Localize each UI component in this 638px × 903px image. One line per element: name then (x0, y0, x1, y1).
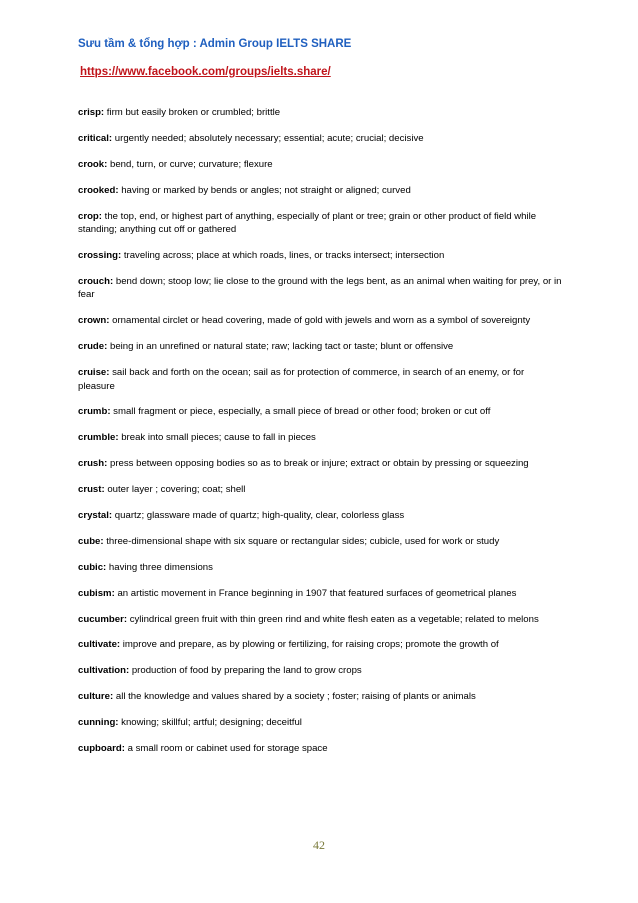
glossary-entry (78, 613, 563, 627)
entry-definition: knowing; skillful; artful; designing; deceitful (118, 717, 302, 729)
glossary-entry (78, 106, 563, 120)
entry-definition: being in an unrefined or natural state; raw; lacking tact or taste; blunt or offensive (107, 341, 454, 353)
glossary-entry (78, 535, 563, 549)
glossary-entry (78, 431, 563, 445)
entry-term: crouch: (78, 275, 114, 287)
entry-term: cube: (78, 535, 104, 547)
entry-definition: ornamental circlet or head covering, made of gold with jewels and worn as a symbol of sovereignty (109, 315, 531, 327)
entry-term: cupboard: (78, 742, 125, 754)
entry-term: culture: (78, 691, 114, 703)
entry-definition: sail back and forth on the ocean; sail as for protection of commerce, in search of an enemy, or for pleasure (78, 367, 525, 392)
entry-term: crop: (78, 210, 102, 222)
glossary-list (78, 106, 563, 768)
entry-definition: improve and prepare, as by plowing or fertilizing, for raising crops; promote the growth of (120, 639, 499, 651)
glossary-entry (78, 716, 563, 730)
entry-term: critical: (78, 132, 113, 144)
entry-definition: a small room or cabinet used for storage space (124, 742, 328, 754)
glossary-entry (78, 184, 563, 198)
glossary-entry (78, 638, 563, 652)
glossary-entry (78, 132, 563, 146)
header-title: Sưu tầm & tổng hợp : Admin Group IELTS SHARE (78, 38, 352, 50)
glossary-entry (78, 742, 563, 756)
entry-definition: quartz; glassware made of quartz; high-quality, clear, colorless glass (112, 509, 405, 521)
entry-term: crisp: (78, 107, 105, 118)
entry-definition: traveling across; place at which roads, lines, or tracks intersect; intersection (121, 249, 445, 261)
entry-term: cultivate: (78, 639, 121, 651)
entry-definition: press between opposing bodies so as to break or injure; extract or obtain by pressing or squeezing (107, 458, 529, 470)
glossary-entry (78, 587, 563, 601)
glossary-entry (78, 405, 563, 419)
entry-definition: having or marked by bends or angles; not straight or aligned; curved (118, 184, 411, 196)
entry-term: cunning: (78, 717, 119, 729)
entry-term: crust: (78, 484, 105, 496)
entry-definition: an artistic movement in France beginning in 1907 that featured surfaces of geometrical planes (114, 587, 517, 599)
entry-definition: having three dimensions (106, 561, 213, 573)
entry-definition: small fragment or piece, especially, a small piece of bread or other food; broken or cut off (110, 406, 491, 418)
entry-term: cubic: (78, 561, 107, 573)
glossary-entry (78, 561, 563, 575)
glossary-entry (78, 483, 563, 497)
entry-definition: production of food by preparing the land to grow crops (129, 665, 362, 677)
glossary-entry (78, 690, 563, 704)
entry-term: crossing: (78, 249, 122, 261)
glossary-entry (78, 158, 563, 172)
entry-definition: outer layer ; covering; coat; shell (104, 484, 246, 496)
entry-term: cruise: (78, 367, 110, 379)
entry-term: cultivation: (78, 665, 130, 677)
entry-definition: bend, turn, or curve; curvature; flexure (107, 158, 273, 170)
entry-term: crumb: (78, 406, 111, 418)
glossary-entry (78, 275, 563, 302)
entry-term: crooked: (78, 184, 119, 196)
entry-definition: firm but easily broken or crumbled; brittle (104, 107, 281, 118)
glossary-entry (78, 314, 563, 328)
entry-definition: the top, end, or highest part of anything, especially of plant or tree; grain or other product of field while standing; anything cut off or gathered (78, 210, 537, 236)
entry-term: crook: (78, 158, 108, 170)
entry-term: crystal: (78, 509, 113, 521)
entry-term: crumble: (78, 432, 119, 444)
glossary-entry (78, 664, 563, 678)
group-link[interactable]: https://www.facebook.com/groups/ielts.share/ (80, 66, 331, 78)
entry-definition: break into small pieces; cause to fall in pieces (118, 432, 316, 444)
entry-term: crude: (78, 341, 108, 353)
glossary-entry (78, 249, 563, 263)
glossary-entry (78, 210, 563, 237)
glossary-entry (78, 509, 563, 523)
glossary-entry (78, 457, 563, 471)
entry-definition: three-dimensional shape with six square or rectangular sides; cubicle, used for work or study (103, 535, 500, 547)
entry-term: crown: (78, 315, 110, 327)
entry-definition: urgently needed; absolutely necessary; essential; acute; crucial; decisive (112, 132, 424, 144)
glossary-entry (78, 366, 563, 393)
page-number: 42 (313, 838, 325, 852)
entry-definition: bend down; stoop low; lie close to the ground with the legs bent, as an animal when waiting for prey, or in fear (78, 275, 562, 301)
glossary-entry (78, 340, 563, 354)
entry-term: cubism: (78, 587, 115, 599)
entry-term: cucumber: (78, 613, 128, 625)
entry-definition: cylindrical green fruit with thin green rind and white flesh eaten as a vegetable; related to melons (127, 613, 539, 625)
entry-definition: all the knowledge and values shared by a society ; foster; raising of plants or animals (113, 691, 476, 703)
entry-term: crush: (78, 458, 108, 470)
